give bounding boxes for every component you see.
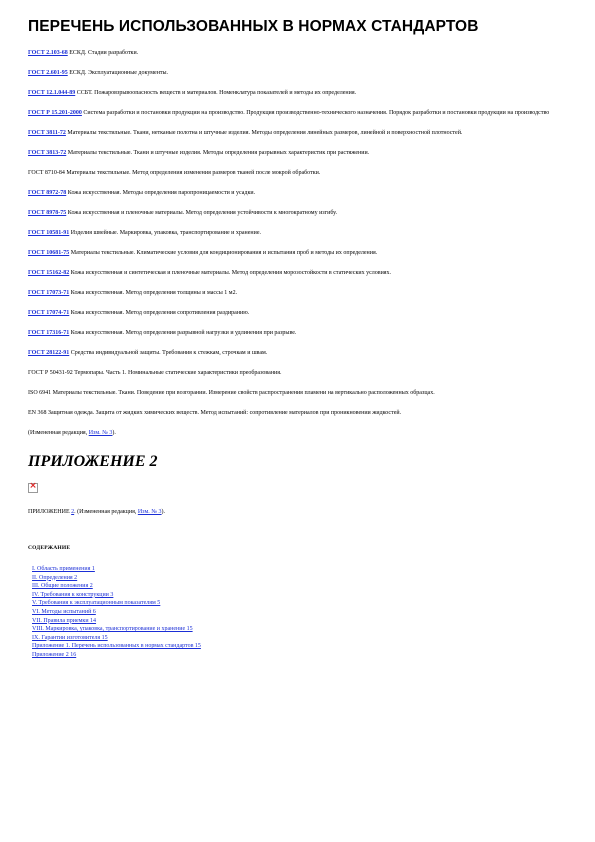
standard-code-link[interactable]: ГОСТ 3813-72	[28, 150, 67, 156]
toc-item	[32, 634, 555, 643]
toc-item	[32, 642, 555, 651]
toc-item	[32, 591, 555, 600]
standard-code-link[interactable]: ГОСТ 10681-75	[28, 250, 70, 256]
toc-link[interactable]: Приложение 2 16	[32, 651, 77, 658]
standard-title: Материалы текстильные. Ткани. Поведение при возгорании. Измерение свойств распространения пламени на вертикально расположенных образцах.	[52, 390, 435, 396]
standard-ref-item	[28, 369, 555, 378]
standard-title: Кожа искусственная и синтетическая и пленочные материалы. Метод определения морозостойкости в статических условиях.	[70, 270, 392, 276]
standard-code-link[interactable]: ГОСТ 15162-82	[28, 270, 70, 276]
standard-ref-item	[28, 109, 555, 118]
standard-code-link[interactable]: ГОСТ 2.103-68	[28, 50, 68, 56]
toc-item	[32, 574, 555, 583]
toc-link[interactable]: VIII. Маркировка, упаковка, транспортирование и хранение 15	[32, 626, 193, 633]
standard-ref-item	[28, 409, 555, 418]
standard-title: Кожа искусственная. Метод определения сопротивления раздиранию.	[70, 310, 250, 316]
toc-item	[32, 565, 555, 574]
standard-ref-item	[28, 269, 555, 278]
standard-ref-item	[28, 329, 555, 338]
standard-title: Термопары. Часть 1. Номинальные статические характеристики преобразования.	[74, 370, 282, 376]
standard-ref-item	[28, 349, 555, 358]
standard-title: Кожа искусственная. Методы определения паропроницаемости и усадки.	[67, 190, 256, 196]
revision-note-suffix: ).	[112, 430, 116, 436]
page-title: ПЕРЕЧЕНЬ ИСПОЛЬЗОВАННЫХ В НОРМАХ СТАНДАРТОВ	[28, 18, 479, 35]
toc-heading: СОДЕРЖАНИЕ	[28, 545, 71, 551]
standard-title: ССБТ. Пожаровзрывоопасность веществ и материалов. Номенклатура показателей и методы их определения.	[76, 90, 357, 96]
standard-ref-item	[28, 169, 555, 178]
standard-ref-item	[28, 189, 555, 198]
standard-title: Материалы текстильные. Ткани, нетканые полотна и штучные изделия. Методы определения линейных размеров, линейной и поверхностной плотностей.	[67, 130, 463, 136]
standard-code: ГОСТ 8710-84	[28, 170, 65, 176]
standard-ref-item	[28, 389, 555, 398]
appendix-line	[28, 508, 555, 517]
standard-code-link[interactable]: ГОСТ 10581-91	[28, 230, 70, 236]
toc-link[interactable]: IX. Гарантии изготовителя 15	[32, 634, 108, 641]
standard-code-link[interactable]: ГОСТ 28122-91	[28, 350, 70, 356]
appendix-amendment-link[interactable]: Изм. № 3	[137, 509, 162, 515]
revision-note-prefix: (Измененная редакция,	[28, 430, 89, 436]
amendment-link[interactable]: Изм. № 3	[88, 430, 113, 436]
broken-image-icon	[28, 483, 38, 493]
toc-item	[32, 651, 555, 660]
revision-note	[28, 429, 555, 438]
standard-ref-item	[28, 289, 555, 298]
toc-link[interactable]: Приложение 1. Перечень использованных в нормах стандартов 15	[32, 643, 201, 650]
table-of-contents	[28, 565, 555, 660]
standard-code-link[interactable]: ГОСТ 3811-72	[28, 130, 66, 136]
standard-ref-item	[28, 69, 555, 78]
standard-ref-item	[28, 229, 555, 238]
standard-code-link[interactable]: ГОСТ 8972-78	[28, 190, 67, 196]
standard-title: ЕСКД. Стадии разработки.	[69, 50, 139, 56]
appendix-line-mid: . (Измененная редакция,	[74, 509, 138, 515]
standard-ref-item	[28, 249, 555, 258]
appendix-number-link[interactable]: 2	[71, 509, 75, 515]
toc-item	[32, 625, 555, 634]
standard-title: Кожа искусственная. Метод определения толщины и массы 1 м2.	[70, 290, 238, 296]
standard-ref-item	[28, 209, 555, 218]
toc-link[interactable]: VI. Методы испытаний 6	[32, 608, 96, 615]
toc-link[interactable]: VII. Правила приемки 14	[32, 617, 97, 624]
standard-code-link[interactable]: ГОСТ 17316-71	[28, 330, 70, 336]
standards-list	[28, 49, 555, 418]
standard-code-link[interactable]: ГОСТ 17074-71	[28, 310, 70, 316]
standard-title: Система разработки и постановки продукции на производство. Продукция производственно-технического назначения. Порядок разработки и постановки продукции на производство	[83, 110, 550, 116]
standard-ref-item	[28, 129, 555, 138]
standard-title: Материалы текстильные. Метод определения изменения размеров тканей после мокрой обработки.	[66, 170, 321, 176]
toc-item	[32, 608, 555, 617]
standard-code-link[interactable]: ГОСТ 8978-75	[28, 210, 67, 216]
toc-link[interactable]: V. Требования к эксплуатационным показателям 5	[32, 600, 161, 607]
standard-code: EN 368	[28, 410, 47, 416]
toc-item	[32, 617, 555, 626]
standard-ref-item	[28, 49, 555, 58]
standard-code-link[interactable]: ГОСТ 12.1.044-89	[28, 90, 76, 96]
appendix-line-suffix: ).	[161, 509, 165, 515]
standard-code-link[interactable]: ГОСТ 2.601-95	[28, 70, 68, 76]
standard-title: ЕСКД. Эксплуатационные документы.	[69, 70, 169, 76]
standard-title: Кожа искусственная и пленочные материалы. Метод определения устойчивости к многократному изгибу.	[67, 210, 338, 216]
standard-title: Изделия швейные. Маркировка, упаковка, транспортирование и хранение.	[70, 230, 262, 236]
standard-title: Материалы текстильные. Ткани и штучные изделия. Методы определения разрывных характеристик при растяжении.	[67, 150, 370, 156]
standard-code: ISO 6941	[28, 390, 52, 396]
standard-code: ГОСТ Р 50431-92	[28, 370, 73, 376]
toc-link[interactable]: I. Область применения 1	[32, 566, 95, 572]
standard-ref-item	[28, 149, 555, 158]
standard-code-link[interactable]: ГОСТ Р 15.201-2000	[28, 110, 82, 116]
standard-title: Средства индивидуальной защиты. Требования к стежкам, строчкам и швам.	[70, 350, 268, 356]
appendix-line-prefix: ПРИЛОЖЕНИЕ	[28, 509, 72, 515]
toc-link[interactable]: III. Общие положения 2	[32, 583, 93, 590]
standard-ref-item	[28, 309, 555, 318]
standard-title: Материалы текстильные. Климатические условия для кондиционирования и испытания проб и методы их определения.	[70, 250, 378, 256]
standard-ref-item	[28, 89, 555, 98]
toc-link[interactable]: II. Определения 2	[32, 574, 78, 581]
toc-item	[32, 599, 555, 608]
toc-item	[32, 582, 555, 591]
appendix-heading: ПРИЛОЖЕНИЕ 2	[28, 453, 158, 470]
toc-link[interactable]: IV. Требования к конструкции 3	[32, 591, 114, 598]
standard-title: Защитная одежда. Защита от жидких химических веществ. Метод испытаний: сопротивление материалов при проникновении жидкостей.	[48, 410, 402, 416]
standard-code-link[interactable]: ГОСТ 17073-71	[28, 290, 70, 296]
standard-title: Кожа искусственная. Метод определения разрывной нагрузки и удлинения при разрыве.	[70, 330, 297, 336]
